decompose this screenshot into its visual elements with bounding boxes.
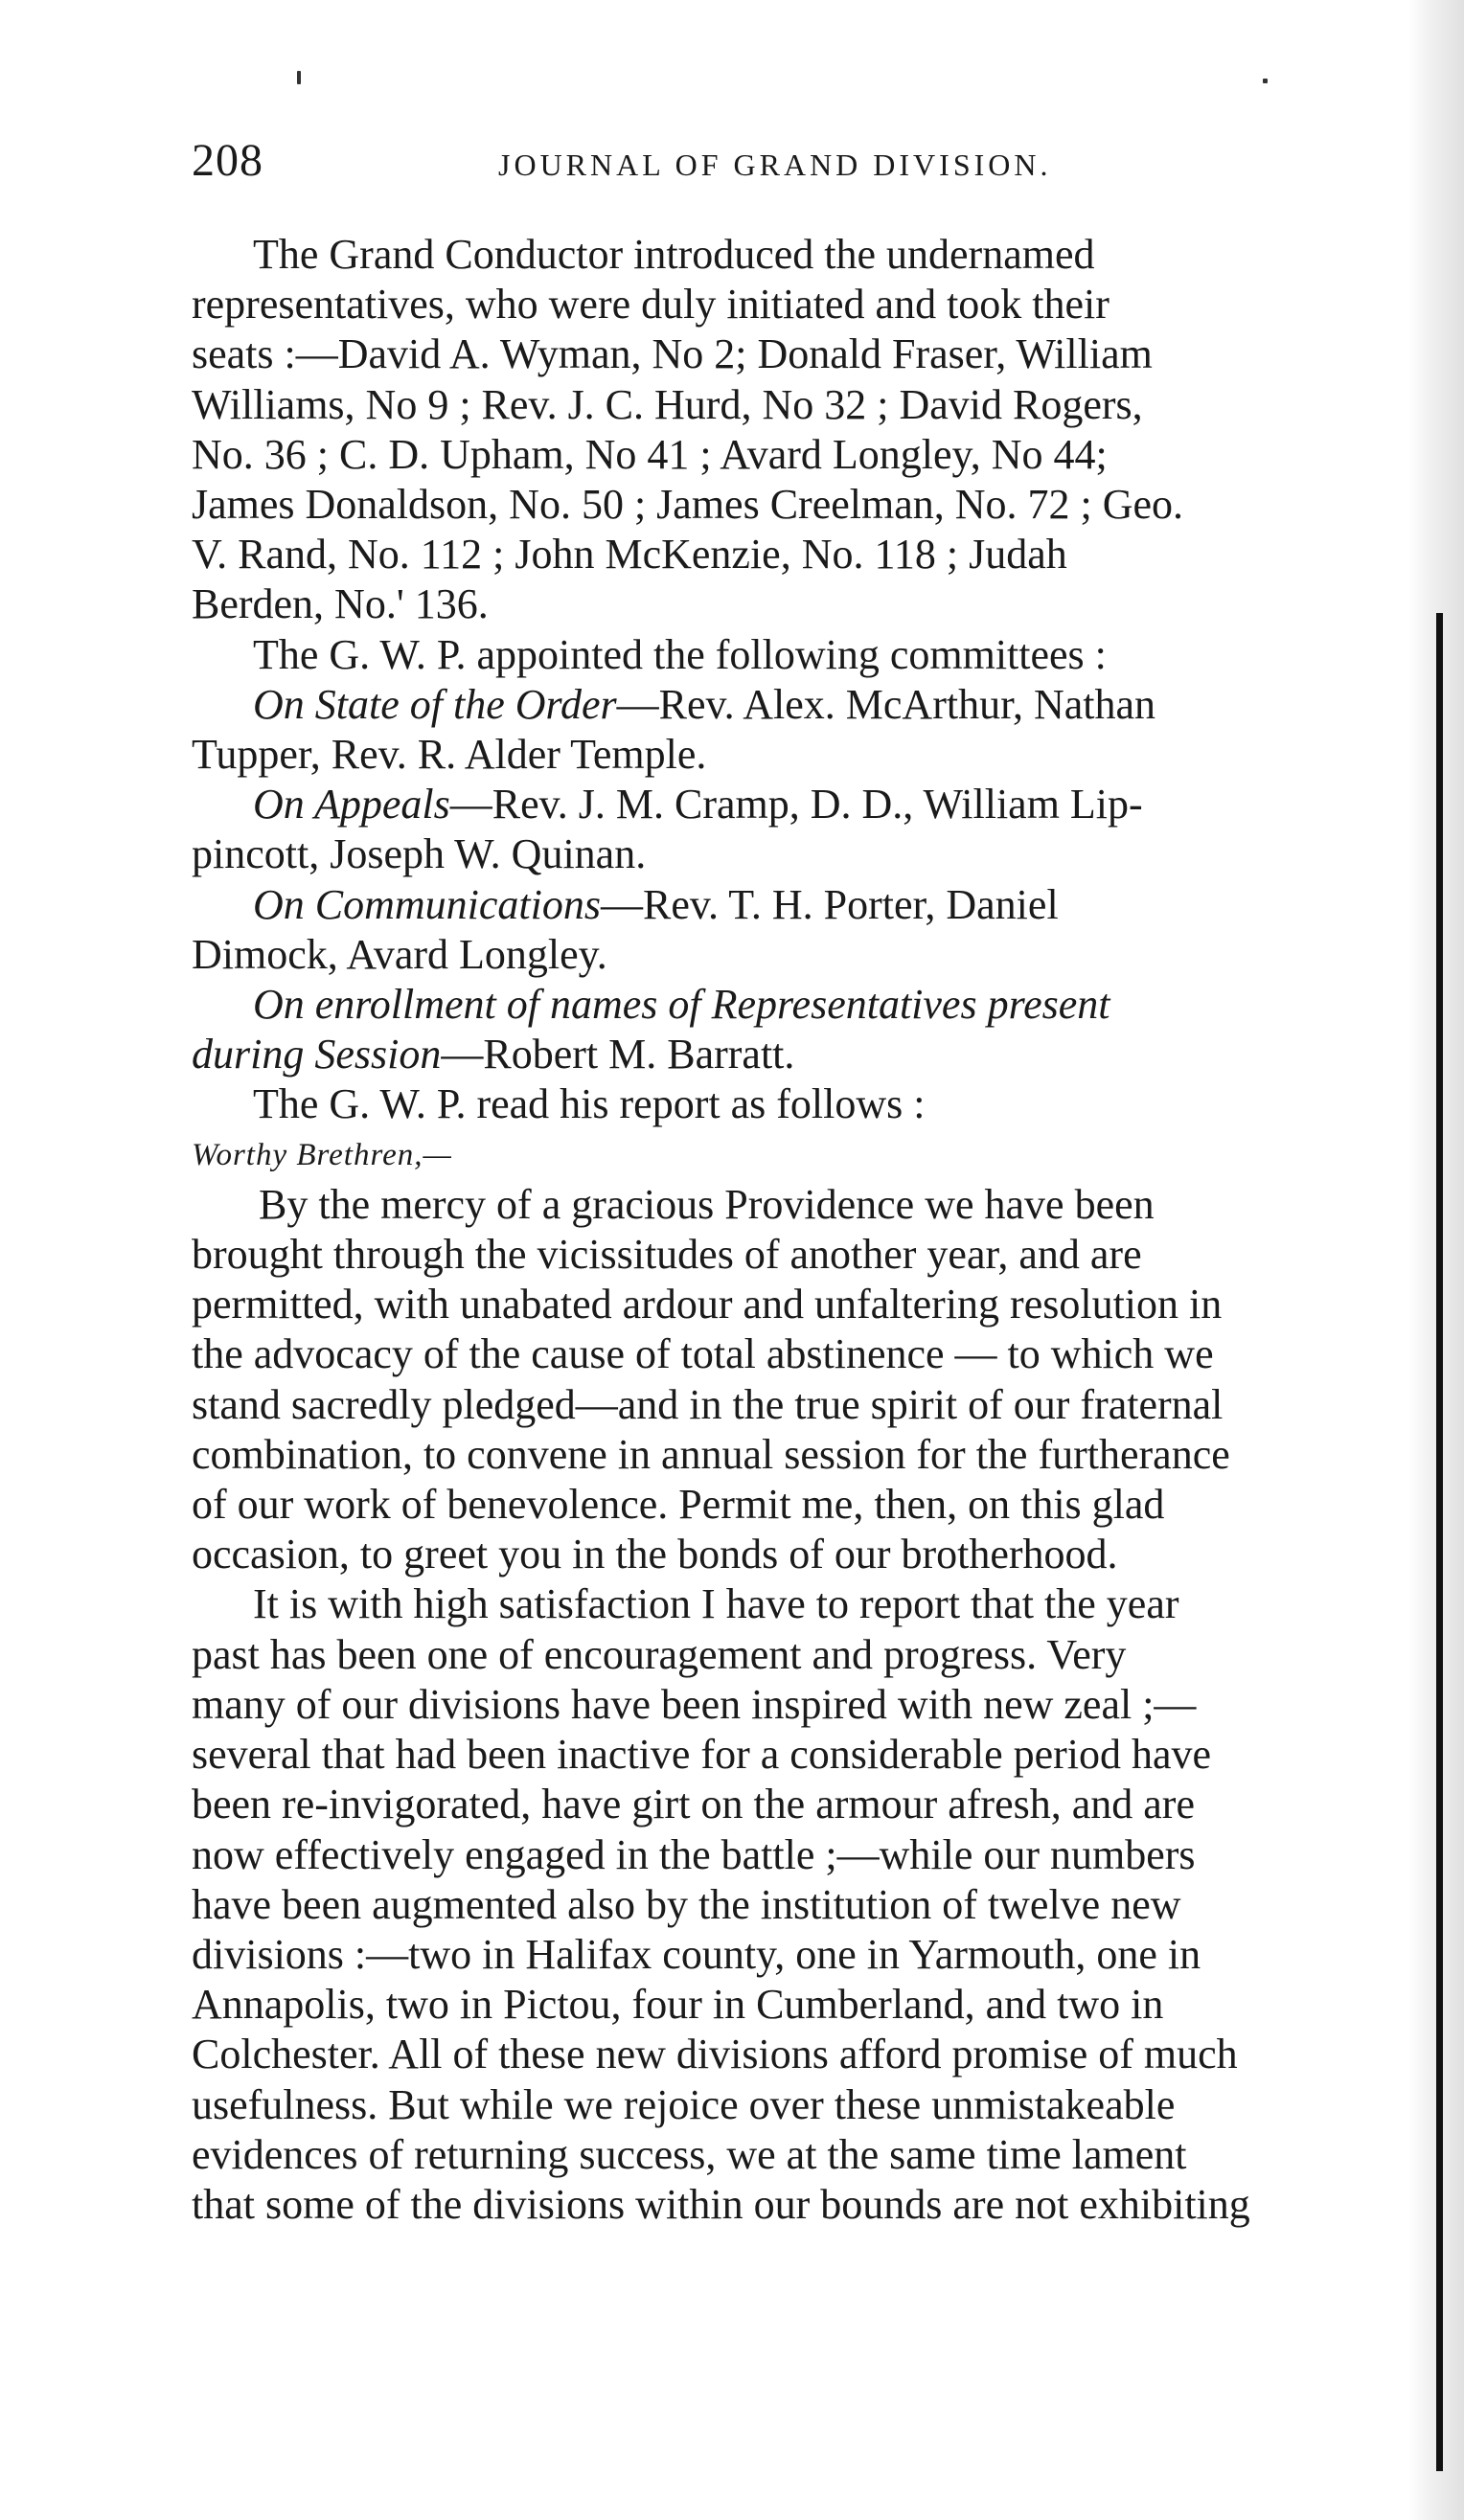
committee-name: On State of the Order [253, 680, 617, 728]
committee-name: during Session [192, 1031, 442, 1078]
text-line: brought through the vicissitudes of another year, and are [192, 1231, 1142, 1279]
text-line: V. Rand, No. 112 ; John McKenzie, No. 118 ; Judah [192, 531, 1067, 579]
text-line: past has been one of encouragement and progress. Very [192, 1630, 1127, 1678]
text-line: Tupper, Rev. R. Alder Temple. [192, 731, 707, 779]
text-line: The G. W. P. read his report as follows : [253, 1080, 926, 1128]
text-line: Williams, No 9 ; Rev. J. C. Hurd, No 32 ; David Rogers, [192, 380, 1143, 428]
text-line: Annapolis, two in Pictou, four in Cumberland, and two in [192, 1981, 1164, 2029]
text-line: seats :—David A. Wyman, No 2; Donald Fraser, William [192, 330, 1153, 378]
text-line: It is with high satisfaction I have to report that the year [253, 1580, 1179, 1628]
salutation: Worthy Brethren,— [192, 1137, 452, 1172]
committee-name: On Communications [253, 880, 601, 928]
text-line: stand sacredly pledged—and in the true spirit of our fraternal [192, 1380, 1224, 1428]
committee-members: —Rev. J. M. Cramp, D. D., William Lip- [449, 781, 1143, 829]
text-line: now effectively engaged in the battle ;—while our numbers [192, 1830, 1196, 1878]
text-line [192, 880, 1432, 930]
text-line: pincott, Joseph W. Quinan. [192, 830, 647, 878]
page-header [192, 134, 1418, 192]
text-line: Colchester. All of these new divisions afford promise of much [192, 2031, 1238, 2078]
text-line [192, 780, 1432, 829]
text-line: Berden, No.' 136. [192, 580, 489, 628]
text-line: permitted, with unabated ardour and unfaltering resolution in [192, 1281, 1223, 1328]
text-line: representatives, who were duly initiated and took their [192, 281, 1109, 329]
committee-members: —Rev. T. H. Porter, Daniel [601, 880, 1059, 928]
running-head: JOURNAL OF GRAND DIVISION. [498, 148, 1052, 182]
text-line: several that had been inactive for a considerable period have [192, 1731, 1212, 1779]
text-line: many of our divisions have been inspired with new zeal ;— [192, 1680, 1197, 1728]
text-line [192, 680, 1432, 730]
text-line: evidences of returning success, we at the same time lament [192, 2130, 1187, 2178]
page-number: 208 [192, 135, 263, 186]
text-line: the advocacy of the cause of total abstinence — to which we [192, 1330, 1214, 1378]
text-line: On enrollment of names of Representatives present [253, 981, 1110, 1029]
text-line: been re-invigorated, have girt on the armour afresh, and are [192, 1781, 1195, 1828]
page-edge-line [1436, 613, 1443, 2471]
text-line: usefulness. But while we rejoice over these unmistakeable [192, 2080, 1176, 2128]
text-line [192, 1030, 1432, 1079]
committee-name: On Appeals [253, 781, 450, 829]
scan-speck [1263, 79, 1268, 83]
text-line: James Donaldson, No. 50 ; James Creelman, No. 72 ; Geo. [192, 481, 1184, 529]
text-line: The Grand Conductor introduced the undernamed [253, 231, 1095, 278]
body-text [192, 230, 1432, 2230]
text-line: of our work of benevolence. Permit me, then, on this glad [192, 1481, 1165, 1529]
text-line: that some of the divisions within our bounds are not exhibiting [192, 2180, 1250, 2228]
text-line: By the mercy of a gracious Providence we have been [259, 1180, 1155, 1228]
text-line: No. 36 ; C. D. Upham, No 41 ; Avard Longley, No 44; [192, 430, 1108, 478]
committee-members: —Rev. Alex. McArthur, Nathan [616, 680, 1156, 728]
text-line: Dimock, Avard Longley. [192, 930, 607, 978]
committee-members: —Robert M. Barratt. [441, 1031, 795, 1078]
scan-speck [297, 71, 301, 84]
text-line: divisions :—two in Halifax county, one in Yarmouth, one in [192, 1930, 1201, 1978]
text-line: combination, to convene in annual session for the furtherance [192, 1430, 1230, 1478]
text-line: The G. W. P. appointed the following committees : [253, 630, 1107, 678]
text-line: occasion, to greet you in the bonds of our brotherhood. [192, 1531, 1118, 1578]
text-line: have been augmented also by the institution of twelve new [192, 1880, 1181, 1928]
